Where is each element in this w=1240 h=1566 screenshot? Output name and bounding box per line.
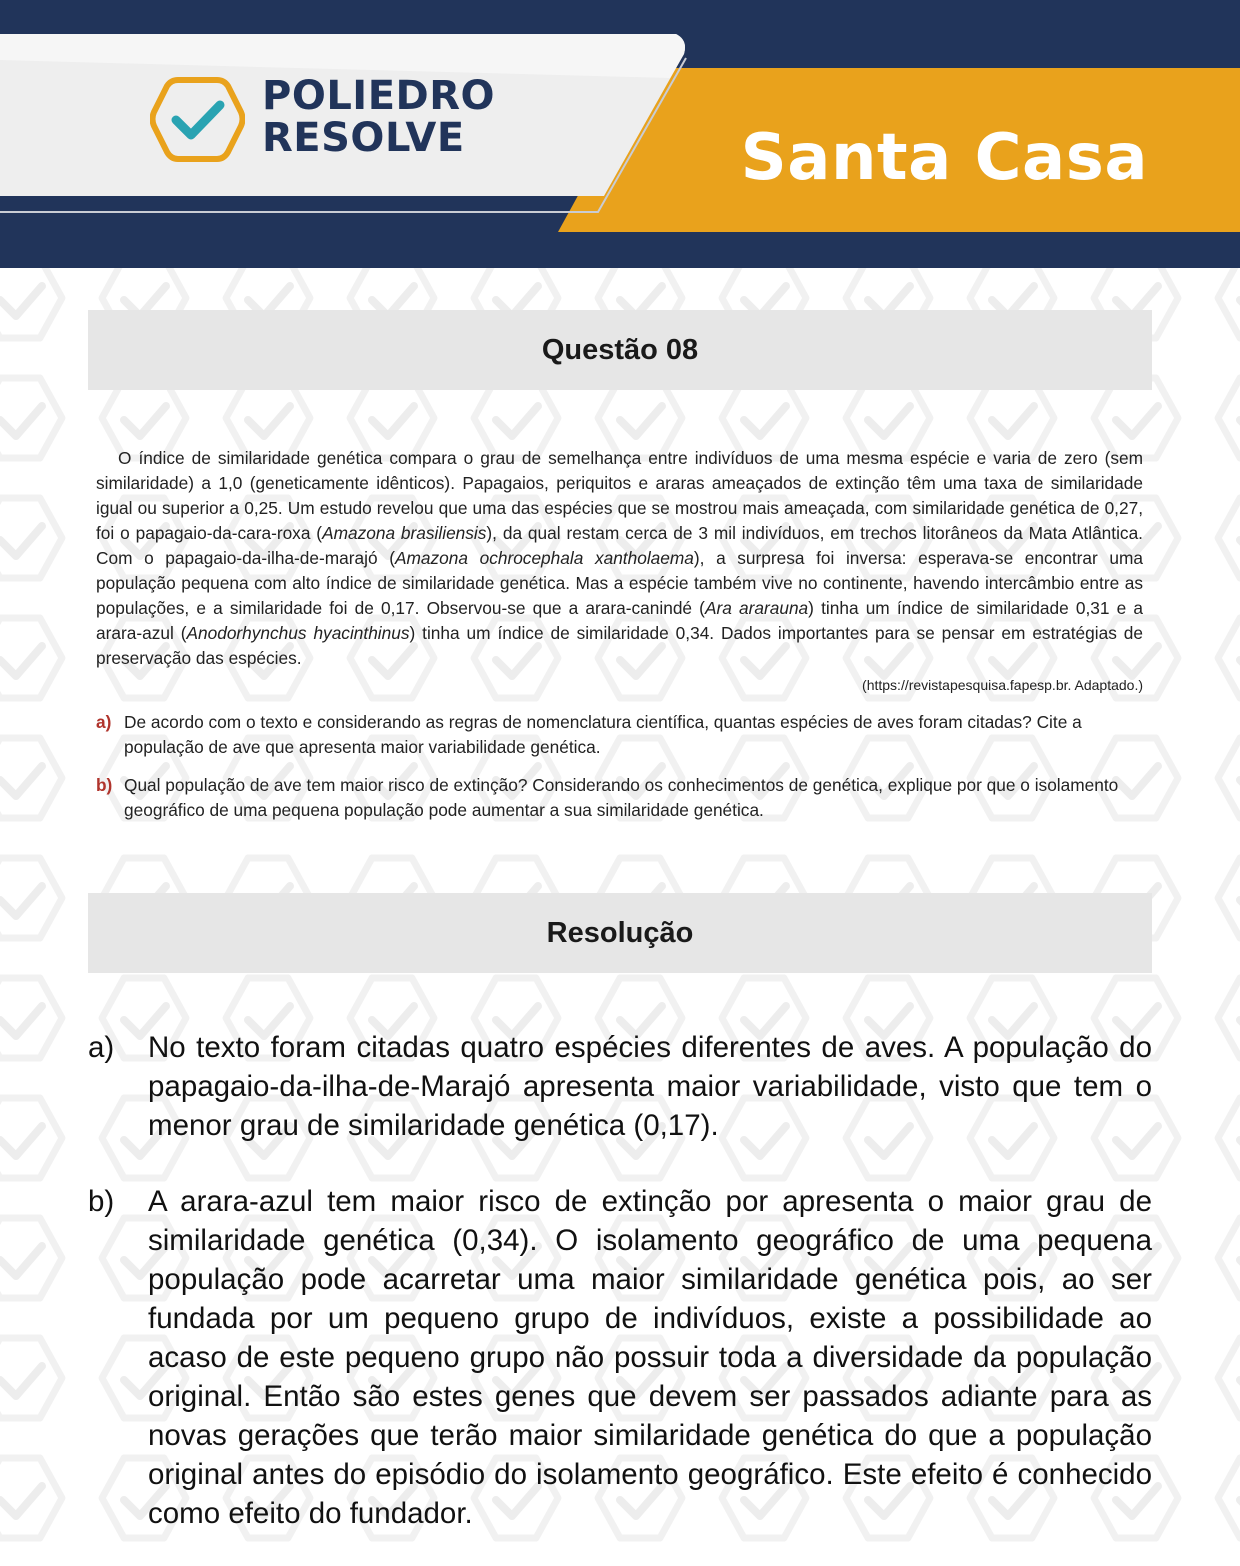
brand-line-1: POLIEDRO — [262, 73, 496, 119]
species-name: Amazona ochrocephala xantholaema — [394, 548, 694, 568]
statement-text: O índice de similaridade genética compara o grau de semelhança entre indivíduos de uma mesma espécie e varia de zero (sem similaridade) a 1,0 (geneticamente idênticos). Papagaios, periquitos e araras ameaçados de extinção têm uma taxa de similaridade igual ou superior a 0,25. Um estudo revelou que uma das espécies que se mostrou mais ameaçada, com similaridade genética de 0,27, foi o papagaio-da-cara-roxa ( — [96, 448, 1143, 543]
question-item-a — [96, 710, 1143, 760]
statement-text: ), a surpresa foi inversa: esperava-se encontrar uma população pequena com alto índice de similaridade genética. Mas a espécie também vive no continente, havendo intercâmbio entre as populações, e a similaridade foi de 0,17. Observou-se que a arara-canindé ( — [96, 548, 1144, 618]
answer-text: No texto foram citadas quatro espécies diferentes de aves. A população do papagaio-da-ilha-de-Marajó apresenta maior variabilidade, visto que tem o menor grau de similaridade genética (0,17). — [148, 1031, 1152, 1142]
item-text: De acordo com o texto e considerando as regras de nomenclatura científica, quantas espécies de aves foram citadas? Cite a população de ave que apresenta maior variabilidade genética. — [124, 712, 1082, 757]
page-header — [0, 0, 1240, 268]
question-item-b — [96, 773, 1143, 823]
question-title: Questão 08 — [88, 310, 1152, 390]
exam-title: Santa Casa — [740, 121, 1148, 195]
statement-text: ) tinha um índice de similaridade 0,31 e a arara-azul ( — [96, 598, 1144, 643]
species-name: Anodorhynchus hyacinthinus — [186, 623, 410, 643]
answer-b — [88, 1182, 1152, 1533]
resolution-title: Resolução — [88, 893, 1152, 973]
answer-marker: a) — [88, 1031, 115, 1064]
source-citation: (https://revistapesquisa.fapesp.br. Adaptado.) — [862, 677, 1143, 693]
answer-text: A arara-azul tem maior risco de extinção por apresenta o maior grau de similaridade genética (0,34). O isolamento geográfico de uma pequena população pode acarretar uma maior similaridade genética pois, ao ser fundada por um pequeno grupo de indivíduos, existe a possibilidade ao acaso de este pequeno grupo não possuir toda a diversidade da população original. Então são estes genes que devem ser passados adiante para as novas gerações que terão maior similaridade genética do que a população original antes do episódio do isolamento geográfico. Este efeito é conhecido como efeito do fundador. — [148, 1185, 1152, 1530]
item-marker: a) — [96, 712, 112, 732]
item-marker: b) — [96, 775, 113, 795]
statement-text: ) tinha um índice de similaridade 0,34. Dados importantes para se pensar em estratégias de preservação das espécies. — [96, 623, 1143, 668]
answer-a — [88, 1028, 1152, 1145]
item-text: Qual população de ave tem maior risco de extinção? Considerando os conhecimentos de genética, explique por que o isolamento geográfico de uma pequena população pode aumentar a sua similaridade genética. — [124, 775, 1119, 820]
species-name: Amazona brasiliensis — [322, 523, 487, 543]
species-name: Ara ararauna — [704, 598, 809, 618]
check-icon — [150, 72, 245, 167]
answer-marker: b) — [88, 1185, 115, 1218]
brand-line-2: RESOLVE — [262, 115, 465, 161]
brand-logo-text — [262, 73, 496, 161]
statement-text: ), da qual restam cerca de 3 mil indivíduos, em trechos litorâneos da Mata Atlântica. Com o papagaio-da-ilha-de-marajó ( — [96, 523, 1143, 568]
question-statement — [96, 446, 1143, 671]
